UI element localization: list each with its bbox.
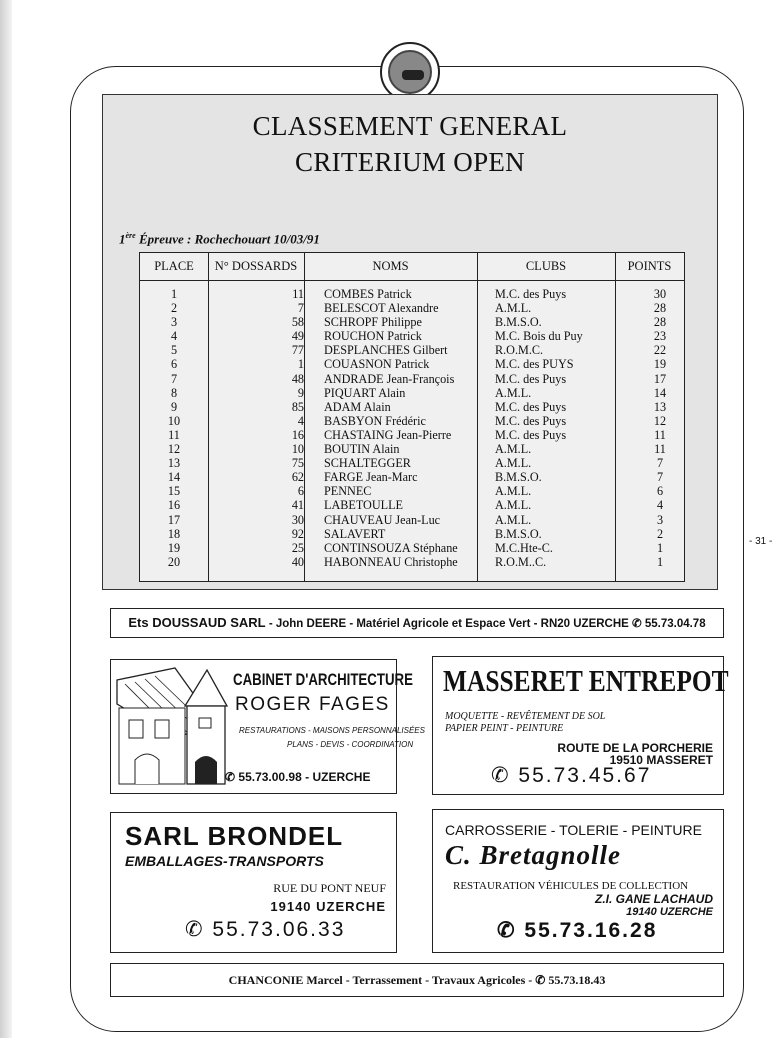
cell-name: CHASTAING Jean-Pierre — [324, 427, 452, 442]
cell-name: CONTINSOUZA Stéphane — [324, 540, 458, 555]
ad-chanconie — [110, 963, 724, 997]
cell-club: B.M.S.O. — [495, 315, 542, 330]
cell-points: 6 — [656, 484, 664, 499]
table-body — [140, 287, 684, 569]
cabinet-title: CABINET D'ARCHITECTURE — [233, 670, 413, 689]
cell-club: M.C. Bois du Puy — [495, 329, 583, 344]
header-dossards: N° DOSSARDS — [214, 259, 298, 273]
cell-place: 2 — [170, 301, 178, 316]
cell-place: 5 — [170, 343, 178, 358]
bretagnolle-address2: 19140 UZERCHE — [626, 906, 713, 918]
cell-club: A.M.L. — [495, 498, 532, 513]
epreuve-label: 1ère Épreuve : Rochechouart 10/03/91 — [119, 231, 320, 247]
masseret-line1: MOQUETTE - REVÊTEMENT DE SOL — [445, 711, 606, 722]
cell-points: 12 — [653, 413, 667, 428]
cell-points: 3 — [656, 512, 664, 527]
doussaud-name: Ets DOUSSAUD SARL — [128, 615, 266, 630]
cell-club: A.M.L. — [495, 301, 532, 316]
ad-sarl-brondel — [110, 812, 397, 953]
cell-place: 14 — [167, 470, 181, 485]
cell-points: 28 — [653, 315, 667, 330]
cell-name: ROUCHON Patrick — [324, 329, 422, 344]
cell-name: PIQUART Alain — [324, 385, 406, 400]
cell-place: 10 — [167, 413, 181, 428]
cell-points: 23 — [653, 329, 667, 344]
header-clubs: CLUBS — [525, 259, 567, 273]
cell-name: DESPLANCHES Gilbert — [324, 343, 448, 358]
header-noms: NOMS — [372, 259, 409, 273]
cell-place: 9 — [170, 399, 178, 414]
table-row — [140, 357, 684, 371]
cell-club: R.O.M.C. — [495, 343, 544, 358]
cell-dossard: 85 — [291, 399, 304, 414]
cell-name: COMBES Patrick — [324, 287, 412, 301]
results-subtitle: CRITERIUM OPEN — [295, 147, 525, 177]
ad-carrosserie-bretagnolle — [432, 809, 724, 953]
bretagnolle-title: CARROSSERIE - TOLERIE - PEINTURE — [445, 822, 702, 838]
cell-dossard: 25 — [291, 540, 304, 555]
cell-place: 1 — [170, 287, 178, 301]
cell-points: 4 — [656, 498, 664, 513]
cell-name: BELESCOT Alexandre — [324, 301, 439, 316]
cell-points: 1 — [656, 554, 664, 569]
page-binding-shadow — [0, 0, 12, 1038]
cell-club: A.M.L. — [495, 442, 532, 457]
cell-points: 13 — [653, 399, 667, 414]
brondel-address2: 19140 UZERCHE — [270, 899, 386, 914]
bretagnolle-phone: ✆ 55.73.16.28 — [497, 919, 658, 942]
table-row — [140, 541, 684, 555]
cell-club: A.M.L. — [495, 385, 532, 400]
cell-club: M.C.Hte-C. — [495, 540, 553, 555]
cell-place: 13 — [167, 456, 181, 471]
cell-name: SALAVERT — [324, 526, 386, 541]
brondel-phone: ✆ 55.73.06.33 — [185, 918, 346, 941]
masseret-address1: ROUTE DE LA PORCHERIE — [557, 741, 713, 755]
ad-doussaud — [110, 608, 724, 638]
cabinet-name: ROGER FAGES — [235, 694, 390, 715]
header-points: POINTS — [627, 259, 672, 273]
cell-name: COUASNON Patrick — [324, 357, 430, 372]
table-row — [140, 470, 684, 484]
table-row — [140, 372, 684, 386]
masseret-phone: ✆ 55.73.45.67 — [491, 764, 652, 787]
cell-club: A.M.L. — [495, 456, 532, 471]
masseret-title: MASSERET ENTREPOT — [443, 663, 729, 698]
cell-place: 3 — [170, 315, 178, 330]
cabinet-plans: PLANS - DEVIS - COORDINATION — [287, 740, 414, 749]
doussaud-details: - John DEERE - Matériel Agricole et Espace Vert - RN20 UZERCHE ✆ 55.73.04.78 — [265, 618, 706, 630]
cell-name: PENNEC — [324, 484, 372, 499]
ad-masseret-entrepot — [432, 656, 729, 795]
cell-name: ADAM Alain — [324, 399, 391, 414]
cell-name: BOUTIN Alain — [324, 442, 400, 457]
cell-dossard: 7 — [297, 301, 304, 316]
table-row — [140, 498, 684, 512]
brondel-address1: RUE DU PONT NEUF — [273, 881, 386, 895]
cell-points: 7 — [656, 456, 664, 471]
cell-place: 12 — [167, 442, 181, 457]
cell-points: 14 — [653, 385, 667, 400]
cell-club: A.M.L. — [495, 484, 532, 499]
house-illustration-icon — [115, 664, 233, 788]
cell-club: M.C. des Puys — [495, 371, 567, 386]
helmet-logo — [380, 42, 440, 102]
table-row — [140, 315, 684, 329]
cell-name: ANDRADE Jean-François — [324, 371, 455, 386]
header-place: PLACE — [154, 259, 194, 273]
cell-dossard: 1 — [297, 357, 304, 372]
cell-points: 11 — [654, 442, 666, 457]
table-row — [140, 343, 684, 357]
masseret-address2: 19510 MASSERET — [609, 753, 713, 767]
cell-name: BASBYON Frédéric — [324, 413, 426, 428]
helmet-icon — [388, 50, 432, 94]
cell-dossard: 62 — [291, 470, 304, 485]
cell-place: 11 — [168, 427, 180, 442]
cell-dossard: 49 — [291, 329, 304, 344]
bretagnolle-name: C. Bretagnolle — [445, 840, 622, 870]
cell-dossard: 92 — [291, 526, 304, 541]
table-row — [140, 513, 684, 527]
bretagnolle-address1: Z.I. GANE LACHAUD — [595, 892, 713, 906]
cell-name: LABETOULLE — [324, 498, 403, 513]
table-row — [140, 287, 684, 301]
cell-place: 4 — [170, 329, 178, 344]
page-number: - 31 - — [749, 536, 773, 547]
table-row — [140, 442, 684, 456]
cell-name: SCHALTEGGER — [324, 456, 411, 471]
cell-club: A.M.L. — [495, 512, 532, 527]
cell-dossard: 9 — [297, 385, 304, 400]
cell-name: CHAUVEAU Jean-Luc — [324, 512, 441, 527]
cell-points: 30 — [653, 287, 667, 301]
cell-dossard: 77 — [291, 343, 304, 358]
cell-points: 7 — [656, 470, 664, 485]
cell-dossard: 48 — [291, 371, 304, 386]
cabinet-services: RESTAURATIONS - MAISONS PERSONNALISÉES — [239, 726, 425, 735]
cell-club: M.C. des PUYS — [495, 357, 574, 372]
cell-club: B.M.S.O. — [495, 470, 542, 485]
cell-points: 22 — [653, 343, 667, 358]
table-row — [140, 414, 684, 428]
cell-club: M.C. des Puys — [495, 427, 567, 442]
cell-place: 18 — [167, 526, 181, 541]
table-row — [140, 301, 684, 315]
cell-place: 20 — [167, 554, 181, 569]
table-row — [140, 428, 684, 442]
cell-club: R.O.M..C. — [495, 554, 547, 569]
cell-dossard: 41 — [291, 498, 304, 513]
cell-club: B.M.S.O. — [495, 526, 542, 541]
cell-points: 1 — [656, 540, 664, 555]
brondel-title: SARL BRONDEL — [125, 821, 344, 851]
table-row — [140, 555, 684, 569]
cell-dossard: 75 — [291, 456, 304, 471]
results-panel — [102, 94, 718, 590]
cell-dossard: 16 — [291, 427, 304, 442]
cell-club: M.C. des Puys — [495, 413, 567, 428]
cell-place: 6 — [170, 357, 178, 372]
ad-cabinet-architecture — [110, 659, 425, 794]
brondel-subtitle: EMBALLAGES-TRANSPORTS — [125, 853, 324, 869]
table-row — [140, 386, 684, 400]
cell-place: 7 — [170, 371, 178, 386]
table-row — [140, 527, 684, 541]
cell-name: SCHROPF Philippe — [324, 315, 422, 330]
cell-dossard: 4 — [297, 413, 304, 428]
bretagnolle-line1: RESTAURATION VÉHICULES DE COLLECTION — [453, 880, 689, 892]
cell-dossard: 58 — [291, 315, 304, 330]
cell-club: M.C. des Puys — [495, 399, 567, 414]
table-row — [140, 484, 684, 498]
cell-points: 19 — [653, 357, 667, 372]
table-row — [140, 456, 684, 470]
results-title: CLASSEMENT GENERAL — [252, 111, 568, 141]
cell-dossard: 30 — [291, 512, 304, 527]
cell-points: 28 — [653, 301, 667, 316]
cell-points: 2 — [656, 526, 664, 541]
results-table — [139, 252, 685, 582]
cell-dossard: 11 — [292, 287, 304, 301]
cell-club: M.C. des Puys — [495, 287, 567, 301]
chanconie-text: CHANCONIE Marcel - Terrassement - Travaux Agricoles - ✆ 55.73.18.43 — [228, 973, 606, 987]
cabinet-phone: ✆ 55.73.00.98 - UZERCHE — [225, 770, 371, 784]
cell-name: FARGE Jean-Marc — [324, 470, 418, 485]
cell-place: 15 — [167, 484, 181, 499]
cell-dossard: 10 — [291, 442, 304, 457]
table-row — [140, 400, 684, 414]
cell-place: 17 — [167, 512, 181, 527]
cell-name: HABONNEAU Christophe — [324, 554, 458, 569]
masseret-line2: PAPIER PEINT - PEINTURE — [445, 723, 564, 734]
cell-points: 11 — [654, 427, 666, 442]
cell-place: 19 — [167, 540, 181, 555]
table-row — [140, 329, 684, 343]
cell-dossard: 40 — [291, 554, 304, 569]
cell-dossard: 6 — [297, 484, 304, 499]
cell-place: 16 — [167, 498, 181, 513]
cell-points: 17 — [653, 371, 667, 386]
cell-place: 8 — [170, 385, 178, 400]
